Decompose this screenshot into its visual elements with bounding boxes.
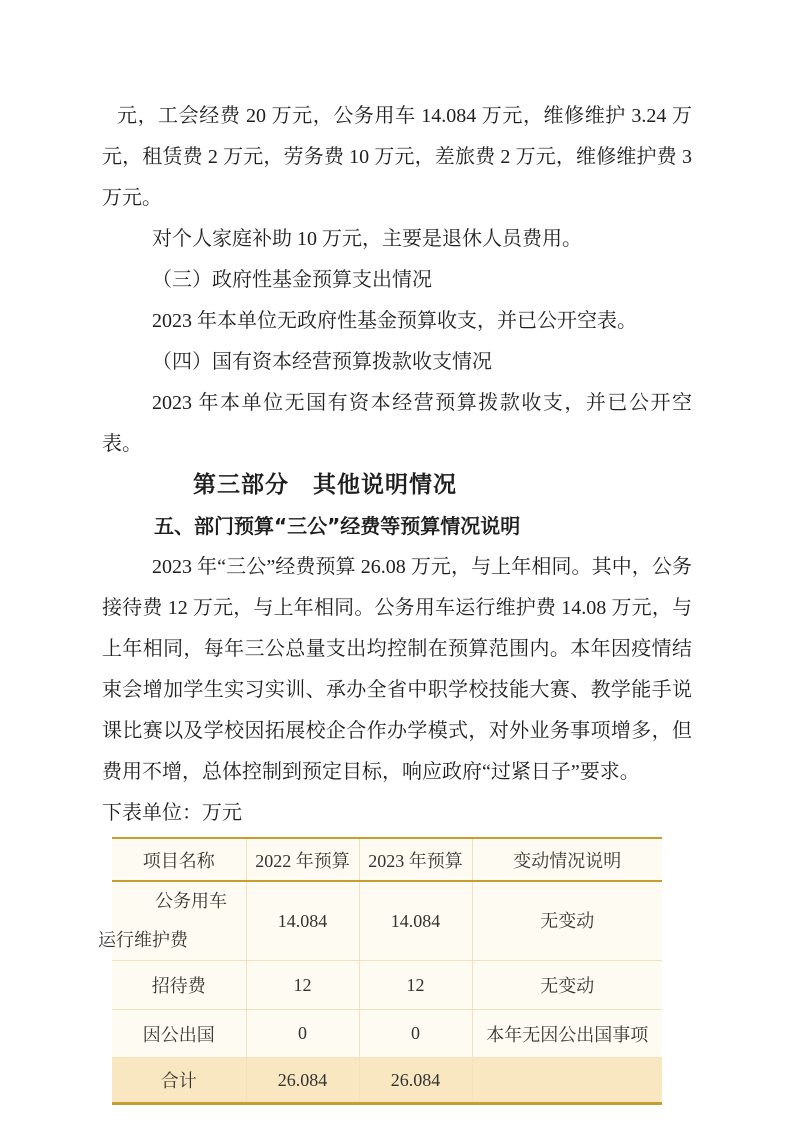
section-five-title: 五、部门预算“三公”经费等预算情况说明 bbox=[154, 514, 521, 538]
paragraph-continuation: 元，工会经费 20 万元，公务用车 14.084 万元，维修维护 3.24 万元，租赁费 2 万元，劳务费 10 万元，差旅费 2 万元，维修维护费 3 万元。 bbox=[102, 105, 692, 209]
part-three-title: 第三部分 其他说明情况 bbox=[193, 472, 457, 498]
cell-budget-2022: 14.084 bbox=[246, 881, 359, 961]
item-name-line2: 运行维护费 bbox=[98, 930, 188, 950]
cell-budget-2023: 26.084 bbox=[359, 1058, 472, 1104]
header-change-note: 变动情况说明 bbox=[472, 838, 662, 881]
header-budget-2022: 2022 年预算 bbox=[246, 838, 359, 881]
paragraph-personal-subsidy: 对个人家庭补助 10 万元，主要是退休人员费用。 bbox=[152, 228, 582, 250]
cell-budget-2022: 0 bbox=[246, 1010, 359, 1058]
table-header-row bbox=[112, 838, 662, 881]
budget-table bbox=[98, 837, 662, 1105]
cell-item-name: 招待费 bbox=[112, 961, 246, 1010]
paragraph-state-capital-detail: 2023 年本单位无国有资本经营预算拨款收支，并已公开空表。 bbox=[102, 392, 692, 455]
cell-change-note bbox=[472, 1058, 662, 1104]
cell-change-note: 无变动 bbox=[472, 881, 662, 961]
table-row-abroad bbox=[112, 1010, 662, 1058]
cell-budget-2022: 12 bbox=[246, 961, 359, 1010]
item-name-wrapped bbox=[98, 882, 246, 960]
cell-item-name: 合计 bbox=[112, 1058, 246, 1104]
paragraph-three-public-funds: 2023 年“三公”经费预算 26.08 万元，与上年相同。其中，公务接待费 12 万元，与上年相同。公务用车运行维护费 14.08 万元，与上年相同，每年三公总量支出均控制在预算范围内。本年因疫情结束会增加学生实习实训、承办全省中职学校技能大赛、教学能手说课比赛以及学校因拓展校企合作办学模式，对外业务事项增多，但费用不增，总体控制到预定目标，响应政府“过紧日子”要求。 bbox=[102, 556, 692, 783]
table-row-total bbox=[112, 1058, 662, 1104]
paragraph-heading-gov-fund: （三）政府性基金预算支出情况 bbox=[152, 269, 432, 291]
cell-change-note: 本年无因公出国事项 bbox=[472, 1010, 662, 1058]
cell-item-name bbox=[98, 881, 246, 961]
cell-budget-2023: 0 bbox=[359, 1010, 472, 1058]
paragraph-gov-fund-detail: 2023 年本单位无政府性基金预算收支，并已公开空表。 bbox=[152, 310, 637, 332]
item-name-line1: 公务用车 bbox=[155, 891, 227, 911]
table-unit-note: 下表单位：万元 bbox=[102, 802, 242, 824]
header-budget-2023: 2023 年预算 bbox=[359, 838, 472, 881]
cell-budget-2023: 12 bbox=[359, 961, 472, 1010]
cell-budget-2022: 26.084 bbox=[246, 1058, 359, 1104]
paragraph-heading-state-capital: （四）国有资本经营预算拨款收支情况 bbox=[152, 351, 492, 373]
header-item-name: 项目名称 bbox=[112, 838, 246, 881]
cell-item-name: 因公出国 bbox=[112, 1010, 246, 1058]
cell-budget-2023: 14.084 bbox=[359, 881, 472, 961]
table-row-reception bbox=[112, 961, 662, 1010]
table-row-vehicle-maintenance bbox=[112, 881, 662, 961]
cell-change-note: 无变动 bbox=[472, 961, 662, 1010]
